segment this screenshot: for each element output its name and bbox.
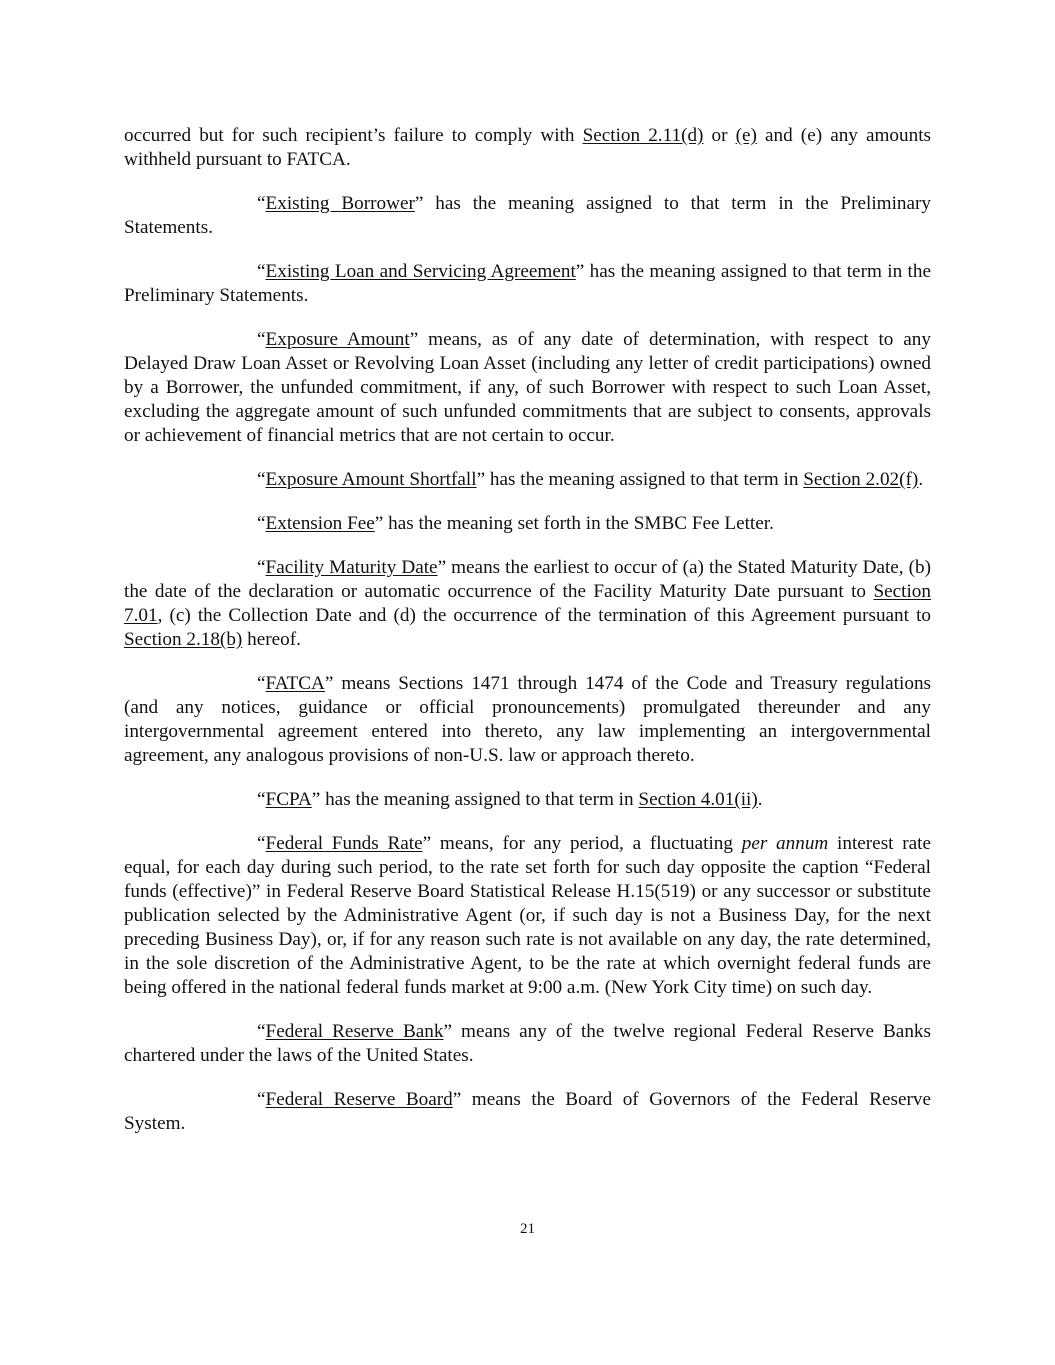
paragraph-text: . [918,469,924,490]
defined-term-or-reference: Exposure Amount Shortfall [265,469,477,490]
document-page [124,124,931,1156]
defined-term-or-reference: Existing Borrower [265,193,415,214]
paragraph-text: “ [257,557,266,578]
defined-term-or-reference: Facility Maturity Date [265,557,438,578]
defined-term-or-reference: Federal Funds Rate [265,833,423,854]
definition-paragraph-p9 [124,832,931,1000]
paragraph-text: ” means the earliest to occur of (a) the Stated Maturity Date, (b) the date of the declaration or automatic occurrence of the Facility Maturity Date pursuant to [124,557,931,602]
paragraph-text: ” means, as of any date of determination, with respect to any Delayed Draw Loan Asset or Revolving Loan Asset (including any letter of credit participations) owned by a Borrower, the unfunded commitment, if any, of such Borrower with respect to such Loan Asset, excluding the aggregate amount of such unfunded commitments that are subject to consents, approvals or achievement of financial metrics that are not certain to occur. [124,329,931,446]
paragraph-text: “ [257,329,266,350]
definition-paragraph-p7 [124,672,931,768]
paragraph-text: “ [257,1021,266,1042]
defined-term-or-reference: Extension Fee [265,513,375,534]
paragraph-text: ” means the Board of Governors of the Federal Reserve System. [124,1089,931,1134]
definition-paragraph-p8 [124,788,931,812]
defined-term-or-reference: Federal Reserve Bank [265,1021,444,1042]
definition-paragraph-p11 [124,1088,931,1136]
paragraph-text: occurred but for such recipient’s failure to comply with [124,125,583,146]
paragraph-text: ” means Sections 1471 through 1474 of the Code and Treasury regulations (and any notices, guidance or official pronouncements) promulgated thereunder and any intergovernmental agreement entered into thereto, any law implementing an intergovernmental agreement, any analogous provisions of non-U.S. law or approach thereto. [124,673,931,766]
paragraph-text: “ [257,833,266,854]
page-number: 21 [520,1221,535,1237]
paragraph-text: “ [257,193,266,214]
paragraph-text: hereof. [242,629,301,650]
definition-paragraph-p2 [124,260,931,308]
defined-term-or-reference: Section 4.01(ii) [638,789,758,810]
italic-text: per annum [741,833,829,854]
paragraph-text: “ [257,469,266,490]
paragraph-text: . [757,789,763,810]
definition-paragraph-p5 [124,512,931,536]
defined-term-or-reference: Existing Loan and Servicing Agreement [265,261,576,282]
paragraph-text: ” has the meaning set forth in the SMBC Fee Letter. [374,513,774,534]
paragraph-text: or [703,125,736,146]
paragraph-text: , (c) the Collection Date and (d) the occurrence of the termination of this Agreement pursuant to [157,605,931,626]
paragraph-text: “ [257,1089,266,1110]
paragraph-text: ” has the meaning assigned to that term in the Preliminary Statements. [124,193,931,238]
paragraph-text: ” means any of the twelve regional Federal Reserve Banks chartered under the laws of the United States. [124,1021,931,1066]
paragraph-text: ” has the meaning assigned to that term in [476,469,804,490]
definition-paragraph-p3 [124,328,931,448]
defined-term-or-reference: FCPA [265,789,312,810]
defined-term-or-reference: Exposure Amount [265,329,410,350]
paragraph-text: ” has the meaning assigned to that term in the Preliminary Statements. [124,261,931,306]
definition-paragraph-p4 [124,468,931,492]
defined-term-or-reference: Section 2.18(b) [124,629,243,650]
paragraph-text: ” has the meaning assigned to that term in [311,789,639,810]
paragraph-text: ” means, for any period, a fluctuating [422,833,742,854]
defined-term-or-reference: FATCA [265,673,325,694]
definition-paragraph-p6 [124,556,931,652]
paragraph-text: “ [257,789,266,810]
defined-term-or-reference: (e) [735,125,757,146]
definition-paragraph-p0 [124,124,931,172]
paragraph-text: and (e) any amounts withheld pursuant to FATCA. [124,125,932,170]
definition-paragraph-p10 [124,1020,931,1068]
defined-term-or-reference: Section 7.01 [124,581,931,626]
defined-term-or-reference: Federal Reserve Board [265,1089,453,1110]
paragraph-text: “ [257,513,266,534]
paragraph-text: “ [257,261,266,282]
paragraph-text: “ [257,673,266,694]
definition-paragraph-p1 [124,192,931,240]
defined-term-or-reference: Section 2.02(f) [803,469,919,490]
paragraph-text: interest rate equal, for each day during such period, to the rate set forth for such day opposite the caption “Federal funds (effective)” in Federal Reserve Board Statistical Release H.15(519) or any successor or substitute publication selected by the Administrative Agent (or, if such day is not a Business Day, for the next preceding Business Day), or, if for any reason such rate is not available on any day, the rate determined, in the sole discretion of the Administrative Agent, to be the rate at which overnight federal funds are being offered in the national federal funds market at 9:00 a.m. (New York City time) on such day. [124,833,931,998]
defined-term-or-reference: Section 2.11(d) [582,125,704,146]
